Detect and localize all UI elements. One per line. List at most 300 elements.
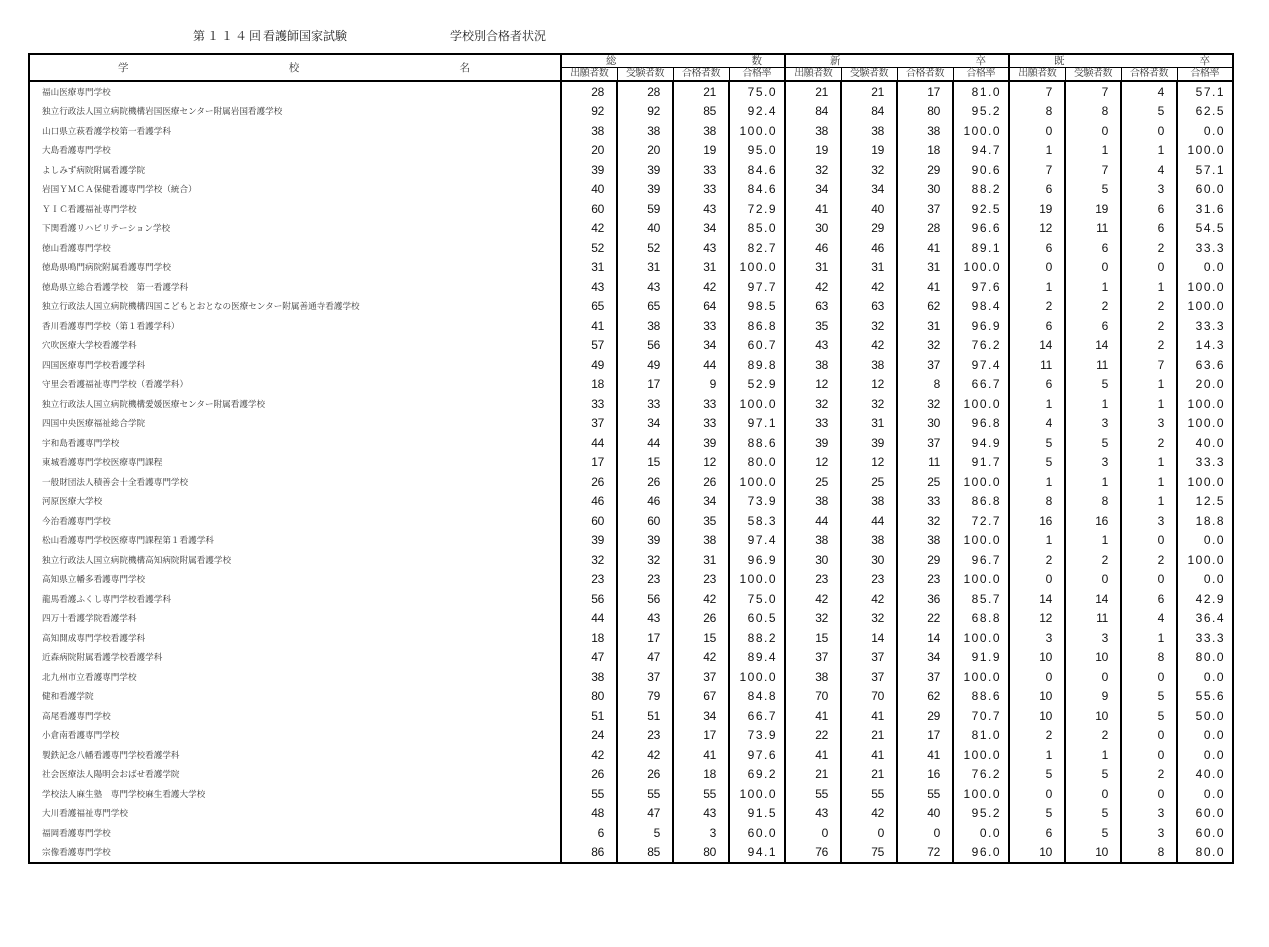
count-cell: 2: [1065, 550, 1121, 570]
count-cell: 44: [673, 355, 729, 375]
count-cell: 1: [1121, 277, 1177, 297]
pass-rate-cell: [729, 589, 785, 609]
count-cell: 17: [897, 726, 953, 746]
pass-rate-value: 75.0: [747, 84, 777, 99]
count-cell: 42: [561, 745, 617, 765]
count-cell: 22: [785, 726, 841, 746]
pass-rate-value: 97.4: [971, 357, 1001, 372]
pass-rate-cell: [953, 355, 1009, 375]
school-name: 下関看護リハビリテーション学校: [42, 224, 171, 235]
count-cell: 5: [1065, 375, 1121, 395]
pass-rate-cell: [1177, 199, 1233, 219]
group-label: 卒: [975, 55, 986, 67]
count-cell: 14: [1009, 336, 1065, 356]
pass-rate-cell: [953, 277, 1009, 297]
table-row: [29, 180, 1233, 200]
count-cell: 51: [561, 706, 617, 726]
count-cell: 4: [1121, 609, 1177, 629]
count-cell: 0: [841, 823, 897, 843]
pass-rate-value: 100.0: [963, 669, 1001, 684]
count-cell: 2: [1121, 316, 1177, 336]
count-cell: 17: [897, 81, 953, 102]
pass-rate-cell: [729, 160, 785, 180]
pass-rate-cell: [1177, 336, 1233, 356]
pass-rate-value: 94.9: [971, 435, 1001, 450]
count-cell: 5: [1065, 180, 1121, 200]
pass-rate-value: 42.9: [1195, 591, 1225, 606]
column-header: 出願者数: [561, 68, 617, 82]
table-row: [29, 706, 1233, 726]
count-cell: 37: [897, 667, 953, 687]
school-name: 松山看護専門学校医療専門課程第１看護学科: [42, 536, 214, 547]
school-name: 福山医療専門学校: [42, 87, 111, 98]
count-cell: 18: [673, 765, 729, 785]
pass-rate-value: 52.9: [747, 377, 777, 392]
pass-rate-value: 75.0: [747, 591, 777, 606]
count-cell: 3: [1121, 804, 1177, 824]
count-cell: 46: [561, 492, 617, 512]
pass-rate-cell: [953, 609, 1009, 629]
pass-rate-value: 80.0: [747, 455, 777, 470]
count-cell: 64: [673, 297, 729, 317]
school-name: 穴吹医療大学校看護学科: [42, 341, 137, 352]
pass-rate-value: 100.0: [963, 474, 1001, 489]
count-cell: 32: [841, 609, 897, 629]
count-cell: 1: [1009, 394, 1065, 414]
table-row: [29, 804, 1233, 824]
count-cell: 43: [785, 804, 841, 824]
school-name: 岩国ＹＭＣＡ保健看護専門学校（統合）: [42, 185, 197, 196]
pass-rate-value: 81.0: [971, 84, 1001, 99]
school-name: 高知開成専門学校看護学科: [42, 633, 146, 644]
count-cell: 2: [1009, 297, 1065, 317]
table-row: [29, 160, 1233, 180]
count-cell: 6: [561, 823, 617, 843]
count-cell: 1: [1065, 141, 1121, 161]
count-cell: 39: [673, 433, 729, 453]
pass-rate-value: 96.9: [971, 318, 1001, 333]
count-cell: 33: [673, 160, 729, 180]
count-cell: 2: [1009, 550, 1065, 570]
pass-rate-value: 33.3: [1195, 318, 1225, 333]
school-name: 東城看護専門学校医療専門課程: [42, 458, 163, 469]
pass-rate-value: 100.0: [1187, 552, 1225, 567]
school-name-header: [29, 54, 561, 81]
pass-rate-cell: [1177, 81, 1233, 102]
count-cell: 34: [617, 414, 673, 434]
count-cell: 2: [1065, 726, 1121, 746]
count-cell: 44: [561, 433, 617, 453]
pass-rate-value: 57.1: [1195, 162, 1225, 177]
count-cell: 42: [841, 804, 897, 824]
count-cell: 0: [1121, 726, 1177, 746]
pass-rate-value: 97.6: [971, 279, 1001, 294]
pass-rate-value: 100.0: [963, 396, 1001, 411]
count-cell: 4: [1121, 81, 1177, 102]
pass-rate-cell: [953, 238, 1009, 258]
count-cell: 55: [673, 784, 729, 804]
count-cell: 29: [897, 706, 953, 726]
count-cell: 41: [897, 238, 953, 258]
count-cell: 38: [785, 667, 841, 687]
count-cell: 70: [841, 687, 897, 707]
school-name: 高知県立幡多看護専門学校: [42, 575, 146, 586]
pass-rate-cell: [953, 589, 1009, 609]
pass-rate-value: 97.7: [747, 279, 777, 294]
pass-rate-cell: [729, 843, 785, 864]
count-cell: 39: [617, 531, 673, 551]
pass-rate-cell: [729, 648, 785, 668]
column-header: 受験者数: [841, 68, 897, 82]
pass-rate-cell: [729, 453, 785, 473]
pass-rate-cell: [729, 414, 785, 434]
pass-rate-value: 88.6: [971, 689, 1001, 704]
count-cell: 44: [561, 609, 617, 629]
count-cell: 43: [673, 238, 729, 258]
count-cell: 55: [617, 784, 673, 804]
count-cell: 37: [841, 667, 897, 687]
pass-rate-value: 84.6: [747, 182, 777, 197]
pass-rate-cell: [729, 726, 785, 746]
count-cell: 25: [897, 472, 953, 492]
count-cell: 14: [1065, 336, 1121, 356]
pass-rate-value: 58.3: [747, 513, 777, 528]
count-cell: 56: [617, 589, 673, 609]
count-cell: 32: [785, 394, 841, 414]
count-cell: 26: [673, 609, 729, 629]
school-name: 学校法人麻生塾 専門学校麻生看護大学校: [42, 789, 206, 800]
pass-rate-value: 100.0: [963, 572, 1001, 587]
count-cell: 3: [1065, 628, 1121, 648]
count-cell: 1: [1121, 394, 1177, 414]
count-cell: 6: [1009, 823, 1065, 843]
count-cell: 2: [1065, 297, 1121, 317]
pass-rate-value: 66.7: [747, 708, 777, 723]
school-name: 小倉南看護専門学校: [42, 731, 120, 742]
count-cell: 12: [1009, 219, 1065, 239]
count-cell: 6: [1065, 238, 1121, 258]
table-row: [29, 511, 1233, 531]
pass-rate-value: 100.0: [739, 123, 777, 138]
pass-rate-value: 68.8: [971, 611, 1001, 626]
count-cell: 17: [561, 453, 617, 473]
header-char: 名: [459, 61, 470, 74]
pass-rate-value: 40.0: [1195, 767, 1225, 782]
pass-rate-cell: [953, 433, 1009, 453]
count-cell: 30: [785, 219, 841, 239]
pass-rate-value: 66.7: [971, 377, 1001, 392]
count-cell: 6: [1009, 375, 1065, 395]
count-cell: 29: [897, 550, 953, 570]
table-row: [29, 570, 1233, 590]
count-cell: 80: [897, 102, 953, 122]
count-cell: 1: [1121, 375, 1177, 395]
pass-rate-value: 91.7: [971, 455, 1001, 470]
pass-rate-cell: [729, 570, 785, 590]
count-cell: 23: [841, 570, 897, 590]
count-cell: 40: [617, 219, 673, 239]
count-cell: 60: [561, 511, 617, 531]
table-row: [29, 277, 1233, 297]
pass-rate-cell: [953, 121, 1009, 141]
count-cell: 32: [841, 394, 897, 414]
count-cell: 21: [841, 765, 897, 785]
pass-rate-cell: [953, 81, 1009, 102]
pass-rate-value: 72.7: [971, 513, 1001, 528]
count-cell: 6: [1009, 238, 1065, 258]
column-header: 合格者数: [1121, 68, 1177, 82]
count-cell: 10: [1009, 687, 1065, 707]
pass-rate-cell: [1177, 297, 1233, 317]
count-cell: 3: [1065, 453, 1121, 473]
pass-rate-value: 60.0: [747, 825, 777, 840]
pass-rate-cell: [729, 433, 785, 453]
count-cell: 31: [785, 258, 841, 278]
school-name: 健和看護学院: [42, 692, 94, 703]
count-cell: 26: [561, 765, 617, 785]
count-cell: 5: [1009, 765, 1065, 785]
count-cell: 34: [841, 180, 897, 200]
school-name: 近森病院附属看護学校看護学科: [42, 653, 163, 664]
count-cell: 37: [617, 667, 673, 687]
count-cell: 26: [673, 472, 729, 492]
count-cell: 5: [1065, 804, 1121, 824]
school-name: 高尾看護専門学校: [42, 711, 111, 722]
count-cell: 12: [841, 375, 897, 395]
count-cell: 1: [1009, 141, 1065, 161]
count-cell: 31: [617, 258, 673, 278]
count-cell: 35: [785, 316, 841, 336]
pass-rate-value: 100.0: [1187, 416, 1225, 431]
school-name: 徳島県立総合看護学校 第一看護学科: [42, 282, 189, 293]
pass-rate-cell: [953, 765, 1009, 785]
pass-rate-value: 80.0: [1195, 650, 1225, 665]
pass-rate-value: 96.0: [971, 845, 1001, 860]
count-cell: 25: [841, 472, 897, 492]
pass-rate-cell: [1177, 726, 1233, 746]
count-cell: 2: [1121, 336, 1177, 356]
count-cell: 21: [785, 765, 841, 785]
count-cell: 31: [841, 414, 897, 434]
count-cell: 6: [1121, 589, 1177, 609]
count-cell: 0: [1009, 784, 1065, 804]
pass-rate-cell: [953, 199, 1009, 219]
count-cell: 23: [673, 570, 729, 590]
count-cell: 3: [1121, 414, 1177, 434]
count-cell: 30: [897, 414, 953, 434]
count-cell: 42: [785, 589, 841, 609]
table-row: [29, 648, 1233, 668]
count-cell: 34: [897, 648, 953, 668]
pass-rate-value: 88.2: [971, 182, 1001, 197]
count-cell: 39: [561, 531, 617, 551]
pass-rate-cell: [729, 687, 785, 707]
pass-rate-cell: [1177, 843, 1233, 864]
pass-rate-cell: [1177, 433, 1233, 453]
pass-rate-cell: [729, 628, 785, 648]
count-cell: 29: [897, 160, 953, 180]
count-cell: 5: [1121, 687, 1177, 707]
count-cell: 43: [673, 804, 729, 824]
count-cell: 41: [673, 745, 729, 765]
count-cell: 0: [1065, 258, 1121, 278]
pass-rate-value: 76.2: [971, 767, 1001, 782]
pass-rate-cell: [953, 492, 1009, 512]
pass-rate-cell: [953, 336, 1009, 356]
school-name: 今治看護専門学校: [42, 516, 111, 527]
count-cell: 42: [561, 219, 617, 239]
count-cell: 55: [841, 784, 897, 804]
pass-rate-cell: [729, 375, 785, 395]
count-cell: 0: [1121, 745, 1177, 765]
pass-rate-cell: [953, 453, 1009, 473]
count-cell: 40: [897, 804, 953, 824]
pass-rate-cell: [1177, 550, 1233, 570]
count-cell: 47: [561, 648, 617, 668]
pass-rate-cell: [729, 258, 785, 278]
pass-rate-value: 100.0: [963, 260, 1001, 275]
count-cell: 5: [1065, 765, 1121, 785]
count-cell: 23: [617, 570, 673, 590]
count-cell: 41: [785, 199, 841, 219]
count-cell: 44: [785, 511, 841, 531]
column-header: 合格率: [1177, 68, 1233, 82]
count-cell: 33: [897, 492, 953, 512]
table-row: [29, 745, 1233, 765]
count-cell: 31: [673, 258, 729, 278]
count-cell: 52: [617, 238, 673, 258]
pass-rate-cell: [729, 199, 785, 219]
pass-rate-cell: [729, 784, 785, 804]
pass-rate-cell: [729, 804, 785, 824]
count-cell: 1: [1121, 628, 1177, 648]
pass-rate-value: 86.8: [747, 318, 777, 333]
pass-rate-cell: [1177, 609, 1233, 629]
pass-rate-cell: [953, 258, 1009, 278]
count-cell: 14: [1065, 589, 1121, 609]
count-cell: 37: [673, 667, 729, 687]
count-cell: 0: [1121, 121, 1177, 141]
count-cell: 67: [673, 687, 729, 707]
pass-rate-cell: [953, 160, 1009, 180]
pass-rate-cell: [1177, 531, 1233, 551]
table-row: [29, 433, 1233, 453]
count-cell: 10: [1009, 706, 1065, 726]
count-cell: 42: [673, 277, 729, 297]
pass-rate-cell: [1177, 687, 1233, 707]
count-cell: 31: [897, 316, 953, 336]
pass-rate-cell: [729, 394, 785, 414]
count-cell: 6: [1065, 316, 1121, 336]
table-row: [29, 628, 1233, 648]
school-name: よしみず病院附属看護学院: [42, 165, 146, 176]
school-name: 四国医療専門学校看護学科: [42, 360, 146, 371]
count-cell: 14: [841, 628, 897, 648]
count-cell: 84: [785, 102, 841, 122]
count-cell: 26: [617, 472, 673, 492]
pass-rate-cell: [953, 550, 1009, 570]
count-cell: 21: [841, 726, 897, 746]
pass-rate-value: 88.6: [747, 435, 777, 450]
pass-rate-value: 92.5: [971, 201, 1001, 216]
count-cell: 80: [561, 687, 617, 707]
pass-rate-value: 12.5: [1195, 494, 1225, 509]
count-cell: 37: [897, 433, 953, 453]
count-cell: 18: [897, 141, 953, 161]
pass-rate-value: 63.6: [1195, 357, 1225, 372]
pass-rate-cell: [729, 141, 785, 161]
count-cell: 29: [841, 219, 897, 239]
count-cell: 42: [673, 648, 729, 668]
pass-rate-value: 80.0: [1195, 845, 1225, 860]
school-name: 独立行政法人国立病院機構高知病院附属看護学校: [42, 555, 232, 566]
count-cell: 3: [1009, 628, 1065, 648]
pass-rate-value: 18.8: [1195, 513, 1225, 528]
pass-rate-value: 57.1: [1195, 84, 1225, 99]
count-cell: 14: [1009, 589, 1065, 609]
count-cell: 19: [785, 141, 841, 161]
pass-rate-value: 33.3: [1195, 630, 1225, 645]
count-cell: 32: [897, 511, 953, 531]
pass-rate-cell: [729, 706, 785, 726]
pass-rate-cell: [1177, 238, 1233, 258]
count-cell: 2: [1121, 433, 1177, 453]
pass-rate-value: 84.8: [747, 689, 777, 704]
count-cell: 16: [1009, 511, 1065, 531]
count-cell: 32: [897, 336, 953, 356]
count-cell: 31: [673, 550, 729, 570]
pass-rate-value: 96.7: [971, 552, 1001, 567]
pass-rate-value: 55.6: [1195, 689, 1225, 704]
count-cell: 38: [841, 121, 897, 141]
pass-rate-cell: [953, 511, 1009, 531]
pass-rate-cell: [1177, 667, 1233, 687]
pass-rate-value: 60.0: [1195, 182, 1225, 197]
count-cell: 38: [841, 531, 897, 551]
count-cell: 39: [617, 160, 673, 180]
count-cell: 85: [673, 102, 729, 122]
table-row: [29, 219, 1233, 239]
count-cell: 30: [785, 550, 841, 570]
count-cell: 10: [1009, 843, 1065, 864]
count-cell: 10: [1065, 706, 1121, 726]
count-cell: 60: [617, 511, 673, 531]
count-cell: 7: [1009, 160, 1065, 180]
count-cell: 60: [561, 199, 617, 219]
pass-rate-value: 40.0: [1195, 435, 1225, 450]
count-cell: 48: [561, 804, 617, 824]
table-row: [29, 453, 1233, 473]
count-cell: 3: [673, 823, 729, 843]
pass-rate-value: 62.5: [1195, 104, 1225, 119]
count-cell: 34: [673, 492, 729, 512]
count-cell: 8: [1009, 102, 1065, 122]
count-cell: 37: [897, 199, 953, 219]
count-cell: 52: [561, 238, 617, 258]
column-header: 出願者数: [1009, 68, 1065, 82]
pass-rate-cell: [1177, 219, 1233, 239]
count-cell: 0: [1065, 667, 1121, 687]
count-cell: 15: [785, 628, 841, 648]
count-cell: 20: [561, 141, 617, 161]
count-cell: 49: [561, 355, 617, 375]
count-cell: 46: [841, 238, 897, 258]
school-name: 山口県立萩看護学校第一看護学科: [42, 126, 171, 137]
table-row: [29, 823, 1233, 843]
pass-rate-cell: [953, 141, 1009, 161]
group-label: 新: [830, 55, 841, 67]
count-cell: 33: [785, 414, 841, 434]
